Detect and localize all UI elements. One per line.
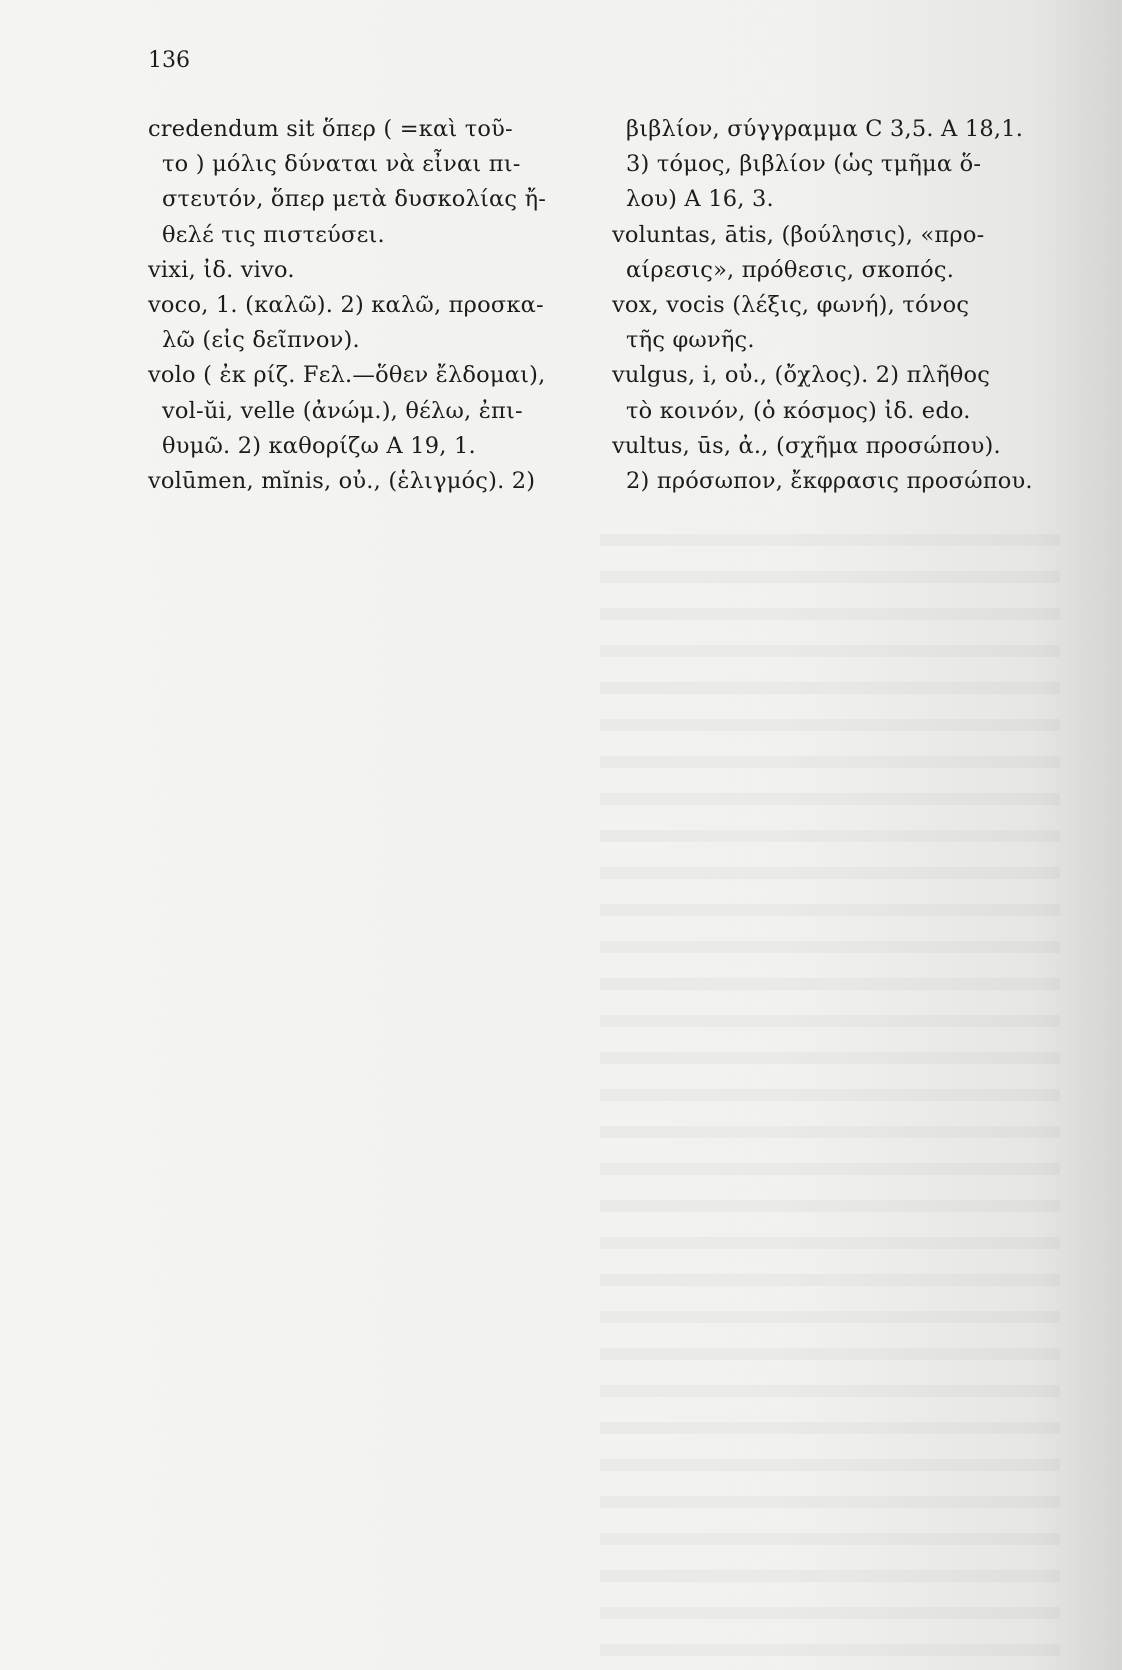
entry-line: volūmen, mĭnis, οὐ., (ἑλιγμός). 2) — [148, 467, 536, 494]
entry-line: vultus, ūs, ἀ., (σχῆμα προσώπου). — [612, 432, 1001, 459]
entry-line: voco, 1. (καλῶ). 2) καλῶ, προσκα- — [148, 291, 544, 318]
text-line: λου) A 16, 3. — [626, 186, 774, 213]
entry-line: vulgus, i, οὐ., (ὄχλος). 2) πλῆθος — [612, 362, 991, 389]
text-line: βιβλίον, σύγγραμμα C 3,5. A 18,1. — [626, 116, 1024, 142]
text-line: credendum sit ὅπερ ( =καὶ τοῦ- — [148, 116, 513, 142]
right-column — [612, 112, 1072, 499]
text-line: τῆς φωνῆς. — [626, 327, 755, 354]
text-line: 2) πρόσωπον, ἔκφρασις προσώπου. — [626, 467, 1033, 494]
left-column — [148, 112, 608, 499]
text-line: αίρεσις», πρόθεσις, σκοπός. — [626, 256, 955, 283]
text-line: θελέ τις πιστεύσει. — [162, 221, 385, 248]
show-through-text — [600, 520, 1060, 1670]
text-line: λῶ (εἰς δεῖπνον). — [162, 327, 360, 354]
entry-line: vixi, ἰδ. vivo. — [148, 256, 295, 283]
entry-line: vox, vocis (λέξις, φωνή), τόνος — [612, 291, 970, 318]
text-line: θυμῶ. 2) καθορίζω A 19, 1. — [162, 432, 476, 459]
text-line: vol-ŭi, velle (ἀνώμ.), θέλω, ἐπι- — [162, 397, 523, 424]
text-line: τὸ κοινόν, (ὁ κόσμος) ἰδ. edo. — [626, 397, 971, 424]
entry-line: voluntas, ātis, (βούλησις), «προ- — [612, 221, 985, 248]
text-line: το ) μόλις δύναται νὰ εἶναι πι- — [162, 151, 521, 178]
page-number: 136 — [148, 48, 190, 73]
entry-line: volo ( ἐκ ρίζ. Fελ.—ὅθεν ἔλδομαι), — [148, 362, 546, 389]
text-line: 3) τόμος, βιβλίον (ὡς τμῆμα ὅ- — [626, 151, 982, 178]
text-line: στευτόν, ὅπερ μετὰ δυσκολίας ἤ- — [162, 186, 547, 213]
